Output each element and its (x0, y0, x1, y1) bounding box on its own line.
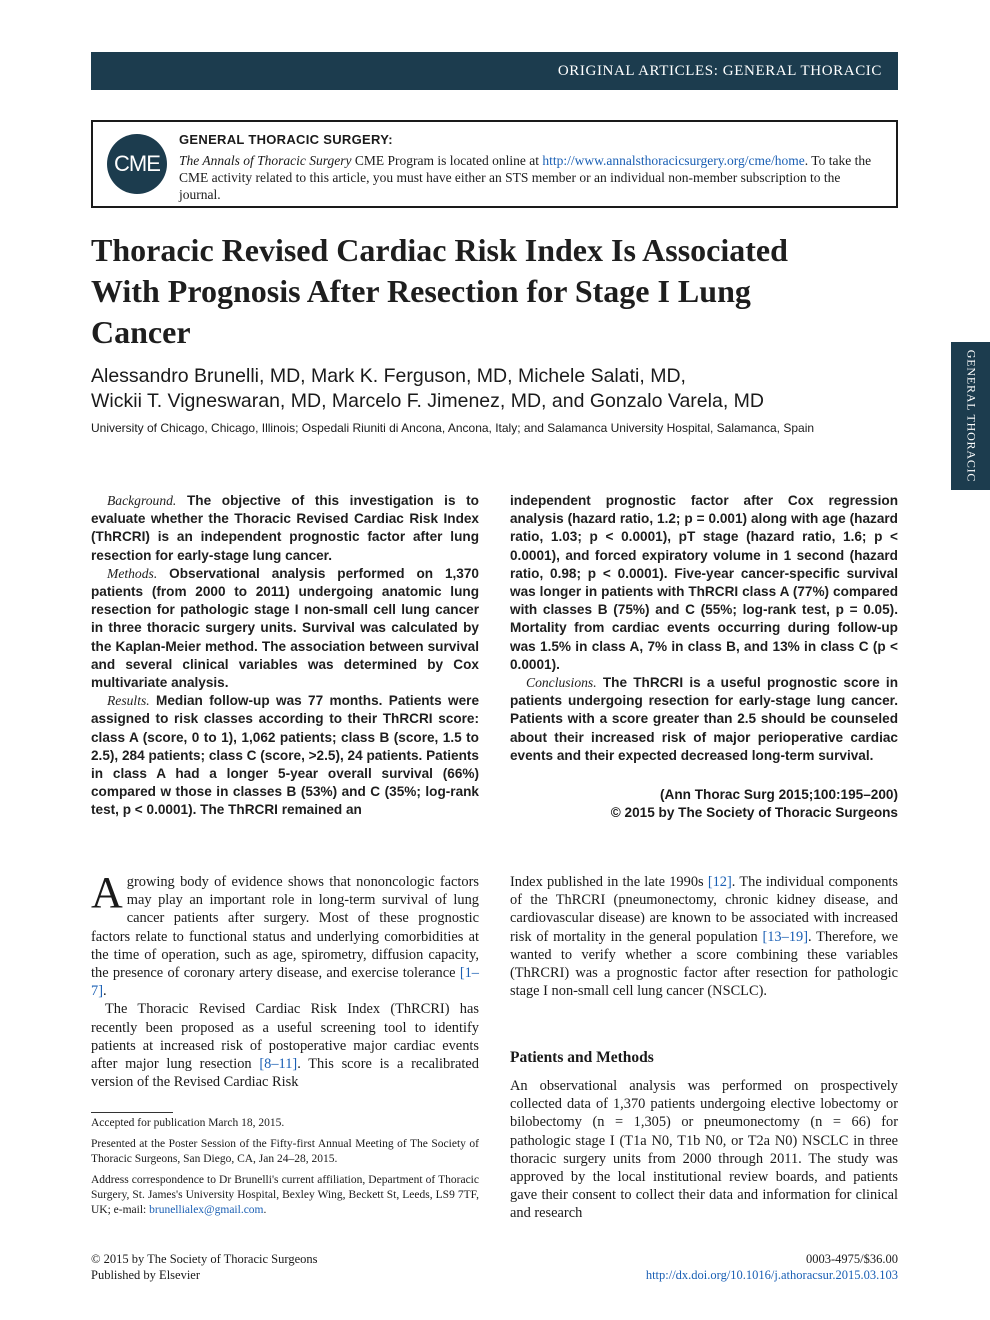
footer-issn: 0003-4975/$36.00 (805, 1252, 898, 1266)
footnote-address (91, 1173, 479, 1218)
cme-url-link[interactable]: http://www.annalsthoracicsurgery.org/cme/home (542, 153, 805, 168)
intro-p3-text-c: . Therefore, we wanted to verify whether a score combining these variables (ThRCRI) was a prognostic factor after resection for pathologic stage I non-small cell lung cancer (NSCLC). (510, 928, 898, 1000)
methods-label: Methods. (107, 565, 158, 581)
footer-right (560, 1251, 898, 1283)
email-link[interactable]: brunellialex@gmail.com (149, 1204, 264, 1216)
reference-link[interactable]: [13–19] (762, 928, 808, 945)
body-column-right (510, 873, 898, 1000)
intro-p1-end: . (103, 983, 107, 1000)
citation (510, 786, 898, 822)
abstract-background (91, 492, 479, 565)
intro-p2-end: . This score is a recalibrated version of the Revised Cardiac Risk (91, 1056, 480, 1091)
copyright-notice: © 2015 by The Society of Thoracic Surgeons (610, 805, 898, 821)
cme-text-part2: . To take the CME activity related to this article, you must have either an STS member or an individual non-member subscription to the journal. (179, 153, 872, 202)
cme-text-part1: CME Program is located online at (351, 153, 543, 168)
background-label: Background. (107, 493, 177, 508)
address-text: Address correspondence to Dr Brunelli's current affiliation, Department of Thoracic Surgery, St. James's University Hospital, Bexley Wing, Beckett St, Leeds, LS9 7TF, UK; e-mail: (91, 1174, 479, 1216)
intro-p3-text-b: . The individual components of the ThRCRI (pneumonectomy, chronic kidney disease, and cardiovascular disease) are known to be associated with increased risk of mortality in the general population (510, 874, 898, 945)
side-tab-label: GENERAL THORACIC (964, 349, 978, 483)
cme-text (179, 152, 876, 203)
abstract-conclusions (510, 674, 898, 765)
footnotes (91, 1116, 479, 1224)
authors (91, 364, 891, 414)
footnote-accepted: Accepted for publication March 18, 2015. (91, 1117, 285, 1129)
footer-publisher: Published by Elsevier (91, 1268, 201, 1282)
authors-line-2: Wickii T. Vigneswaran, MD, Marcelo F. Jimenez, MD, and Gonzalo Varela, MD (91, 390, 764, 412)
cme-heading: GENERAL THORACIC SURGERY: (179, 132, 393, 147)
conclusions-text: The ThRCRI is a useful prognostic score in patients undergoing resection for early-stage lung cancer. Patients with a score greater than 2.5 should be counseled about their increased risk of major perioperative cardiac events and their expected decreased long-term survival. (510, 675, 898, 763)
section-banner: ORIGINAL ARTICLES: GENERAL THORACIC (91, 52, 898, 90)
reference-link[interactable]: [12] (707, 874, 732, 890)
results-label: Results. (107, 693, 150, 709)
footnote-presented: Presented at the Poster Session of the Fifty-first Annual Meeting of The Society of Thoracic Surgeons, San Diego, CA, Jan 24–28, 2015. (91, 1138, 479, 1165)
reference-link[interactable]: [1–7] (91, 965, 479, 1000)
abstract-results-cont (510, 492, 898, 674)
side-tab (951, 342, 990, 490)
address-end: . (263, 1204, 267, 1216)
doi-link[interactable]: http://dx.doi.org/10.1016/j.athoracsur.2015.03.103 (645, 1268, 898, 1282)
affiliation: University of Chicago, Chicago, Illinois; Ospedali Riuniti di Ancona, Ancona, Italy; and Salamanca University Hospital, Salamanca, Spain (91, 421, 815, 435)
methods-paragraph-1: An observational analysis was performed on prospectively collected data of 1,370 patients undergoing elective lobectomy or bilobectomy (n = 1,305) or pneumonectomy (n = 66) for pathologic stage I (T1a N0, T1b N0, or T2a N0) NSCLC in three thoracic surgery units from 2000 through 2011. The study was approved by the local institutional review boards, and patients gave their consent to collect their data and information for clinical and research (510, 1078, 898, 1222)
intro-paragraph-2 (91, 1000, 479, 1091)
intro-paragraph-1 (91, 868, 479, 1000)
cme-box (91, 120, 898, 208)
body-column-left (91, 868, 480, 1091)
footer-copyright: © 2015 by The Society of Thoracic Surgeons (91, 1252, 318, 1266)
intro-p3-text-a: Index published in the late 1990s (510, 874, 708, 890)
article-title: Thoracic Revised Cardiac Risk Index Is Associated With Prognosis After Resection for Stage I Lung Cancer (91, 232, 788, 350)
abstract-column-left (91, 492, 479, 820)
intro-paragraph-3 (510, 873, 898, 1000)
footer-left (91, 1251, 317, 1283)
drop-cap: A (91, 868, 123, 917)
footnote-divider (91, 1112, 173, 1113)
conclusions-label: Conclusions. (526, 675, 597, 691)
abstract-column-right (510, 492, 898, 765)
abstract-methods (91, 565, 479, 692)
results-text-part2: independent prognostic factor after Cox regression analysis (hazard ratio, 1.2; p = 0.001) along with age (hazard ratio, 1.03; p < 0.0001), pT stage (hazard ratio, 1.6; p < 0.0001), and forced expiratory volume in 1 second (hazard ratio, 0.98; p < 0.0001). Five-year cancer-specific survival was longer in patients with ThRCRI class A (77%) compared with classes B (75%) and C (55%; log-rank test, p = 0.05). Mortality from cardiac events occurring during follow-up was 1.5% in class A, 7% in class B, and 13% in class C (p < 0.0001). (510, 493, 898, 672)
journal-name: The Annals of Thoracic Surgery (179, 153, 352, 168)
methods-column (510, 1077, 898, 1223)
cme-logo: CME (107, 134, 167, 194)
results-text-part1: Median follow-up was 77 months. Patients were assigned to risk classes according to their ThRCRI score: class A (score, 0 to 1), 1,062 patients; class B (score, 1.5 to 2.5), 284 patients; class C (score, >2.5), 24 patients. Patients in class A had a longer 5-year overall survival (66%) compared w those in classes B (53%) and C (35%; log-rank test, p < 0.0001). The ThRCRI remained an (91, 693, 479, 818)
reference-link[interactable]: [8–11] (259, 1056, 298, 1073)
journal-reference: (Ann Thorac Surg 2015;100:195–200) (660, 787, 898, 802)
intro-p1-text: growing body of evidence shows that nononcologic factors may play an important role in long-term survival of lung cancer patients after surgery. Most of these prognostic factors relate to functional status and underlying comorbidities at the time of operation, such as age, spirometry, diffusion capacity, the presence of coronary artery disease, and exercise tolerance (91, 874, 479, 982)
methods-text: Observational analysis performed on 1,370 patients (from 2000 to 2011) undergoing anatomic lung resection for pathologic stage I non-small cell lung cancer in three thoracic surgery units. Survival was calculated by the Kaplan-Meier method. The association between survival and several clinical variables was determined by Cox multivariate analysis. (91, 565, 479, 691)
intro-p2-text: The Thoracic Revised Cardiac Risk Index (ThRCRI) has recently been proposed as a useful screening tool to identify patients at increased risk of postoperative major cardiac events after major lung resection (91, 1001, 479, 1073)
authors-line-1: Alessandro Brunelli, MD, Mark K. Ferguson, MD, Michele Salati, MD, (91, 365, 686, 387)
abstract-results-start (91, 692, 479, 819)
section-heading-methods: Patients and Methods (510, 1049, 654, 1066)
background-text: The objective of this investigation is to evaluate whether the Thoracic Revised Cardiac Risk Index (ThRCRI) is an independent prognostic factor after lung resection for early-stage lung cancer. (91, 493, 479, 563)
